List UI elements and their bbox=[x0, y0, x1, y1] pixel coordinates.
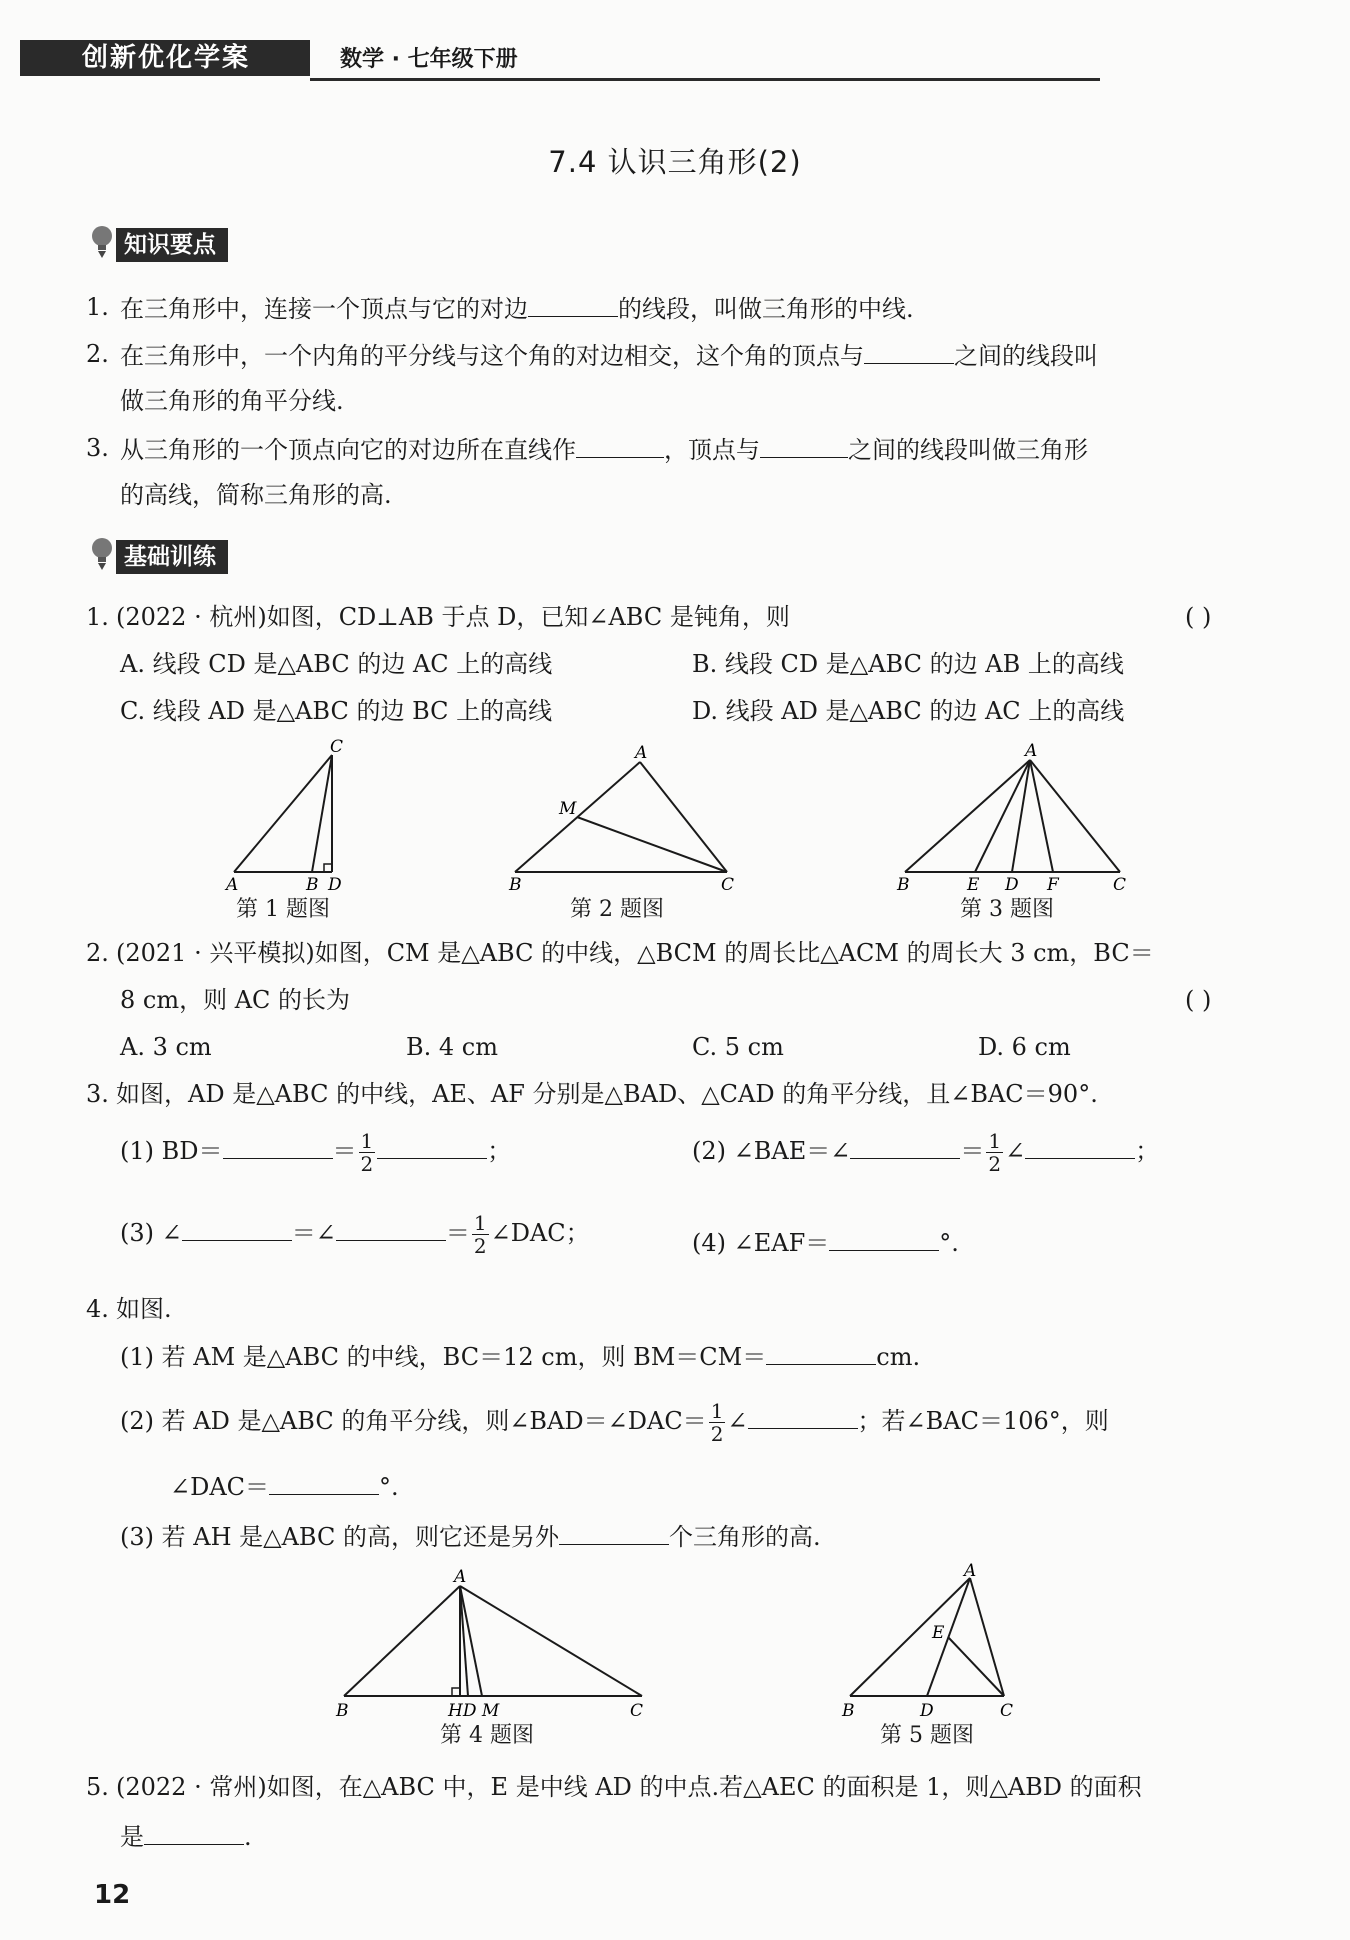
q2-option-c[interactable]: C. 5 cm bbox=[692, 1033, 784, 1061]
blank[interactable] bbox=[760, 431, 848, 458]
q2-option-b[interactable]: B. 4 cm bbox=[406, 1033, 498, 1061]
label-c: C bbox=[330, 737, 344, 757]
section-label: 基础训练 bbox=[116, 540, 228, 574]
label-b: B bbox=[842, 1701, 855, 1721]
q1-option-a[interactable]: A. 线段 CD 是△ABC 的边 AC 上的高线 bbox=[120, 650, 553, 678]
blank[interactable] bbox=[182, 1214, 292, 1241]
brand-logo: 创新优化学案 bbox=[20, 40, 310, 76]
label-c: C bbox=[1000, 1701, 1014, 1721]
blank[interactable] bbox=[223, 1132, 333, 1159]
blank[interactable] bbox=[864, 337, 954, 364]
blank[interactable] bbox=[144, 1818, 244, 1845]
q1-option-b[interactable]: B. 线段 CD 是△ABC 的边 AB 上的高线 bbox=[692, 650, 1124, 678]
header-rule bbox=[310, 78, 1100, 81]
figure-3 bbox=[895, 740, 1130, 895]
q1-option-d[interactable]: D. 线段 AD 是△ABC 的边 AC 上的高线 bbox=[692, 697, 1125, 725]
q4-number: 4. bbox=[86, 1295, 109, 1323]
blank[interactable] bbox=[559, 1518, 669, 1545]
fraction-half: $\frac{1}{2}$ bbox=[710, 1399, 724, 1446]
q4-stem: 如图. bbox=[116, 1295, 172, 1323]
q1-answer-paren[interactable]: ( ) bbox=[1185, 603, 1212, 631]
label-b: B bbox=[336, 1701, 349, 1721]
q3-part-4: (4) ∠EAF＝ °. bbox=[692, 1224, 959, 1260]
k1-text: 在三角形中，连接一个顶点与它的对边 的线段，叫做三角形的中线. bbox=[120, 290, 914, 326]
lightbulb-icon bbox=[88, 224, 116, 258]
blank[interactable] bbox=[1025, 1132, 1135, 1159]
section-label: 知识要点 bbox=[116, 228, 228, 262]
figure-1-caption: 第 1 题图 bbox=[236, 897, 330, 922]
label-b: B bbox=[306, 875, 319, 895]
q4-part-2: (2) 若 AD 是△ABC 的角平分线，则∠BAD＝∠DAC＝ $\frac{1}{2}$ ∠ ；若∠BAC＝106°，则 bbox=[120, 1399, 1109, 1446]
q3-part-2: (2) ∠BAE＝∠ ＝ $\frac{1}{2}$ ∠ ； bbox=[692, 1129, 1160, 1176]
blank[interactable] bbox=[269, 1468, 379, 1495]
label-d: D bbox=[328, 875, 342, 895]
label-e: E bbox=[932, 1623, 945, 1643]
figure-1 bbox=[220, 737, 360, 895]
page-title: 7.4 认识三角形(2) bbox=[548, 145, 802, 179]
label-a: A bbox=[226, 875, 239, 895]
q3-stem: 如图，AD 是△ABC 的中线，AE、AF 分别是△BAD、△CAD 的角平分线，且∠BAC＝90°. bbox=[116, 1080, 1098, 1108]
figure-5-caption: 第 5 题图 bbox=[880, 1723, 974, 1748]
q1-stem: (2022 · 杭州)如图，CD⊥AB 于点 D，已知∠ABC 是钝角，则 bbox=[116, 603, 790, 631]
q5-number: 5. bbox=[86, 1773, 109, 1801]
k3-number: 3. bbox=[86, 434, 109, 462]
q2-option-a[interactable]: A. 3 cm bbox=[120, 1033, 212, 1061]
label-b: B bbox=[897, 875, 910, 895]
q4-part-3: (3) 若 AH 是△ABC 的高，则它还是另外 个三角形的高. bbox=[120, 1518, 821, 1554]
q2-option-d[interactable]: D. 6 cm bbox=[978, 1033, 1071, 1061]
q5-stem: (2022 · 常州)如图，在△ABC 中，E 是中线 AD 的中点.若△AEC 的面积是 1，则△ABD 的面积 bbox=[116, 1773, 1142, 1801]
k2-text-line2: 做三角形的角平分线. bbox=[120, 387, 344, 415]
k3-text-line2: 的高线，简称三角形的高. bbox=[120, 481, 392, 509]
blank[interactable] bbox=[850, 1132, 960, 1159]
label-hdm: HD M bbox=[448, 1701, 500, 1721]
blank[interactable] bbox=[748, 1402, 858, 1429]
blank[interactable] bbox=[528, 290, 618, 317]
blank[interactable] bbox=[766, 1338, 876, 1365]
label-d: D bbox=[1005, 875, 1019, 895]
fraction-half: $\frac{1}{2}$ bbox=[473, 1211, 487, 1258]
figure-4-caption: 第 4 题图 bbox=[440, 1723, 534, 1748]
k2-number: 2. bbox=[86, 340, 109, 368]
label-a: A bbox=[964, 1561, 977, 1581]
q3-part-1: (1) BD＝ ＝ $\frac{1}{2}$ ； bbox=[120, 1129, 512, 1176]
k1-number: 1. bbox=[86, 293, 109, 321]
label-a: A bbox=[454, 1567, 467, 1587]
k2-text: 在三角形中，一个内角的平分线与这个角的对边相交，这个角的顶点与 之间的线段叫 bbox=[120, 337, 1098, 373]
lightbulb-icon bbox=[88, 536, 116, 570]
label-e: E bbox=[967, 875, 980, 895]
q5-line2: 是 . bbox=[120, 1818, 252, 1854]
q2-stem-line1: (2021 · 兴平模拟)如图，CM 是△ABC 的中线，△BCM 的周长比△ACM 的周长大 3 cm，BC＝ bbox=[116, 939, 1154, 967]
page-number: 12 bbox=[94, 1880, 131, 1910]
figure-4 bbox=[332, 1564, 662, 1724]
figure-2 bbox=[505, 740, 735, 895]
q2-answer-paren[interactable]: ( ) bbox=[1185, 986, 1212, 1014]
label-b: B bbox=[509, 875, 522, 895]
subject-label: 数学 · 七年级下册 bbox=[340, 47, 518, 72]
q2-number: 2. bbox=[86, 939, 109, 967]
label-a: A bbox=[635, 743, 648, 763]
blank[interactable] bbox=[576, 431, 664, 458]
header-band bbox=[20, 40, 1080, 76]
q3-part-3: (3) ∠ ＝∠ ＝ $\frac{1}{2}$ ∠DAC； bbox=[120, 1211, 590, 1258]
fraction-half: $\frac{1}{2}$ bbox=[988, 1129, 1002, 1176]
figure-3-caption: 第 3 题图 bbox=[960, 897, 1054, 922]
fraction-half: $\frac{1}{2}$ bbox=[360, 1129, 374, 1176]
k3-text: 从三角形的一个顶点向它的对边所在直线作 ，顶点与 之间的线段叫做三角形 bbox=[120, 431, 1088, 467]
q4-part-1: (1) 若 AM 是△ABC 的中线，BC＝12 cm，则 BM＝CM＝ cm. bbox=[120, 1338, 920, 1374]
blank[interactable] bbox=[377, 1132, 487, 1159]
blank[interactable] bbox=[336, 1214, 446, 1241]
q1-number: 1. bbox=[86, 603, 109, 631]
q4-part-2-line2: ∠DAC＝ °. bbox=[170, 1468, 399, 1504]
blank[interactable] bbox=[829, 1224, 939, 1251]
label-c: C bbox=[1113, 875, 1127, 895]
figure-2-caption: 第 2 题图 bbox=[570, 897, 664, 922]
q2-stem-line2: 8 cm，则 AC 的长为 bbox=[120, 986, 351, 1014]
q1-option-c[interactable]: C. 线段 AD 是△ABC 的边 BC 上的高线 bbox=[120, 697, 553, 725]
figure-5 bbox=[840, 1561, 1020, 1724]
label-m: M bbox=[559, 799, 577, 819]
label-f: F bbox=[1047, 875, 1059, 895]
label-c: C bbox=[630, 1701, 644, 1721]
label-d: D bbox=[920, 1701, 934, 1721]
label-a: A bbox=[1025, 741, 1038, 761]
q3-number: 3. bbox=[86, 1080, 109, 1108]
label-c: C bbox=[721, 875, 735, 895]
